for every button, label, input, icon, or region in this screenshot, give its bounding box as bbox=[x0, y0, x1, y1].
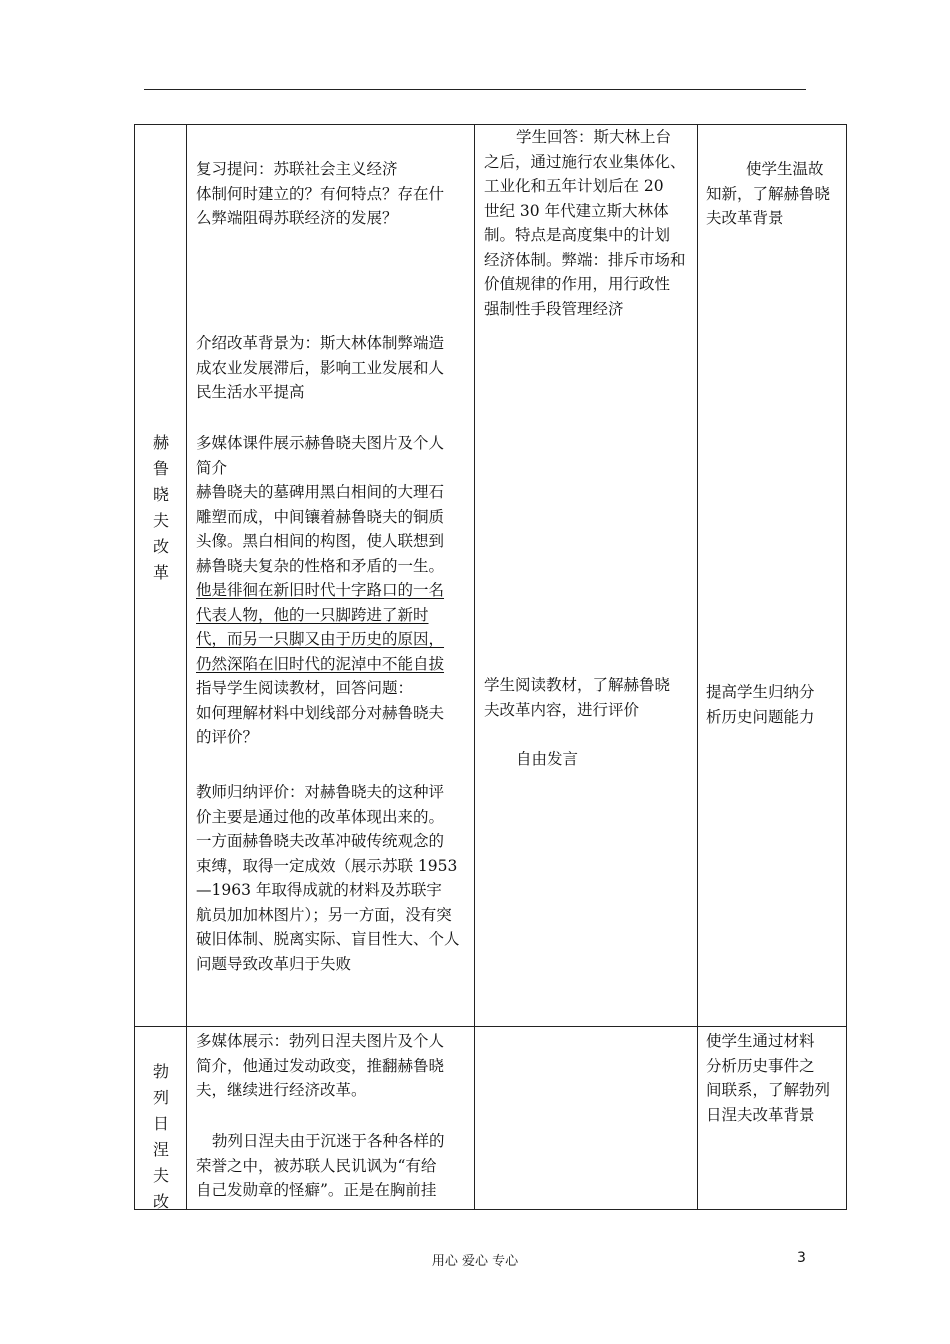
table-col-divider bbox=[474, 124, 475, 1210]
text-line: 学生阅读教材，了解赫鲁晓 bbox=[484, 676, 671, 694]
header-rule bbox=[144, 89, 806, 90]
row-label-brezhnev-reform bbox=[148, 1059, 174, 1215]
text-line: 介绍改革背景为：斯大林体制弊端造 bbox=[196, 334, 445, 352]
text-line: 夫，继续进行经济改革。 bbox=[196, 1081, 367, 1099]
row-label-char: 涅 bbox=[152, 1140, 169, 1159]
text-line: 一方面赫鲁晓夫改革冲破传统观念的 bbox=[196, 832, 445, 850]
text-line: 复习提问：苏联社会主义经济 bbox=[196, 160, 398, 178]
row-label-char: 夫 bbox=[152, 1166, 169, 1185]
text-line: 使学生温故 bbox=[746, 160, 824, 178]
text-line: 破旧体制、脱离实际、盲目性大、个人 bbox=[196, 930, 460, 948]
row-label-char: 改 bbox=[152, 1192, 169, 1211]
purpose-brezhnev bbox=[706, 1029, 830, 1127]
table-row-divider bbox=[134, 1026, 847, 1027]
text-line: 之后，通过施行农业集体化、 bbox=[484, 152, 686, 171]
row-label-char: 鲁 bbox=[152, 459, 169, 478]
text-line: 日涅夫改革背景 bbox=[706, 1105, 815, 1124]
page-number: 3 bbox=[797, 1250, 806, 1266]
text-line: 赫鲁晓夫复杂的性格和矛盾的一生。 bbox=[196, 556, 445, 575]
text-line: 强制性手段管理经济 bbox=[484, 299, 624, 318]
purpose-analysis bbox=[706, 680, 815, 729]
text-line: 荣誉之中，被苏联人民讥讽为“有给 bbox=[196, 1156, 437, 1175]
text-line: 么弊端阻碍苏联经济的发展？ bbox=[196, 209, 398, 227]
underlined-line: 他是徘徊在新旧时代十字路口的一名 bbox=[196, 581, 445, 599]
text-line: 世纪 30 年代建立斯大林体 bbox=[484, 201, 669, 220]
underlined-line: 仍然深陷在旧时代的泥淖中不能自拔 bbox=[196, 654, 445, 673]
text-line: 如何理解材料中划线部分对赫鲁晓夫 bbox=[196, 703, 445, 722]
text-line: 的评价？ bbox=[196, 728, 259, 746]
text-line: 提高学生归纳分 bbox=[706, 683, 815, 701]
text-line: 航员加加林图片）；另一方面，没有突 bbox=[196, 905, 452, 924]
table-col-divider bbox=[697, 124, 698, 1210]
teacher-activity-summary bbox=[196, 780, 460, 976]
text-line: 夫改革背景 bbox=[706, 209, 784, 227]
text-line: 知新，了解赫鲁晓 bbox=[706, 184, 831, 203]
text-line: 多媒体课件展示赫鲁晓夫图片及个人 bbox=[196, 434, 445, 452]
underlined-line: 代表人物，他的一只脚跨进了新时 bbox=[196, 605, 429, 624]
text-line: 经济体制。弊端：排斥市场和 bbox=[484, 250, 686, 269]
text-line: 成农业发展滞后，影响工业发展和人 bbox=[196, 358, 445, 377]
teacher-activity-review bbox=[196, 157, 444, 231]
text-line: 赫鲁晓夫的墓碑用黑白相间的大理石 bbox=[196, 483, 445, 501]
student-activity-reading bbox=[484, 673, 670, 722]
teacher-activity-multimedia bbox=[196, 431, 444, 750]
text-line: 民生活水平提高 bbox=[196, 383, 305, 401]
text-line: 教师归纳评价：对赫鲁晓夫的这种评 bbox=[196, 783, 445, 801]
text-line: 自己发勋章的怪癖”。正是在胸前挂 bbox=[196, 1181, 437, 1199]
row-label-char: 赫 bbox=[152, 433, 169, 452]
text-line: —1963 年取得成就的材料及苏联宇 bbox=[196, 881, 442, 899]
text-line: 间联系，了解勃列 bbox=[706, 1081, 831, 1099]
row-label-char: 列 bbox=[152, 1088, 169, 1107]
text-line: 简介，他通过发动政变，推翻赫鲁晓 bbox=[196, 1056, 445, 1075]
text-line: 勃列日涅夫由于沉迷于各种各样的 bbox=[212, 1132, 445, 1150]
row-label-char: 夫 bbox=[152, 511, 169, 530]
text-line: 头像。黑白相间的构图，使人联想到 bbox=[196, 532, 445, 550]
text-line: 工业化和五年计划后在 20 bbox=[484, 177, 664, 195]
text-line: 夫改革内容，进行评价 bbox=[484, 700, 640, 719]
page-footer: 用心 爱心 专心 bbox=[431, 1254, 519, 1269]
student-activity-discussion bbox=[516, 747, 578, 772]
row-label-char: 革 bbox=[152, 563, 169, 582]
text-line: 制。特点是高度集中的计划 bbox=[484, 226, 671, 244]
text-line: 体制何时建立的？有何特点？存在什 bbox=[196, 184, 445, 203]
text-line: 简介 bbox=[196, 458, 228, 477]
text-line: 析历史问题能力 bbox=[706, 707, 815, 726]
teacher-activity-brezhnev bbox=[196, 1029, 444, 1103]
text-line: 雕塑而成，中间镶着赫鲁晓夫的铜质 bbox=[196, 507, 445, 526]
row-label-char: 改 bbox=[152, 537, 169, 556]
row-label-char: 勃 bbox=[152, 1062, 169, 1081]
text-line: 指导学生阅读教材，回答问题： bbox=[196, 679, 414, 697]
row-label-char: 晓 bbox=[152, 485, 169, 504]
text-line: 分析历史事件之 bbox=[706, 1056, 815, 1075]
text-line: 多媒体展示：勃列日涅夫图片及个人 bbox=[196, 1032, 445, 1050]
purpose-review bbox=[706, 157, 830, 231]
text-line: 学生回答：斯大林上台 bbox=[516, 128, 672, 146]
row-label-char: 日 bbox=[152, 1114, 169, 1133]
teacher-activity-background bbox=[196, 331, 444, 405]
row-label-khrushchev-reform bbox=[148, 430, 174, 586]
text-line: 使学生通过材料 bbox=[706, 1032, 815, 1050]
text-line: 束缚，取得一定成效（展示苏联 1953 bbox=[196, 856, 458, 875]
text-line: 价主要是通过他的改革体现出来的。 bbox=[196, 807, 445, 826]
text-line: 自由发言 bbox=[516, 750, 579, 768]
teacher-activity-brezhnev-honors bbox=[196, 1129, 445, 1203]
text-line: 价值规律的作用，用行政性 bbox=[484, 275, 671, 293]
underlined-line: 代，而另一只脚又由于历史的原因， bbox=[196, 630, 445, 648]
table-col-divider bbox=[186, 124, 187, 1210]
text-line: 问题导致改革归于失败 bbox=[196, 954, 352, 973]
student-activity-answer bbox=[484, 125, 686, 321]
